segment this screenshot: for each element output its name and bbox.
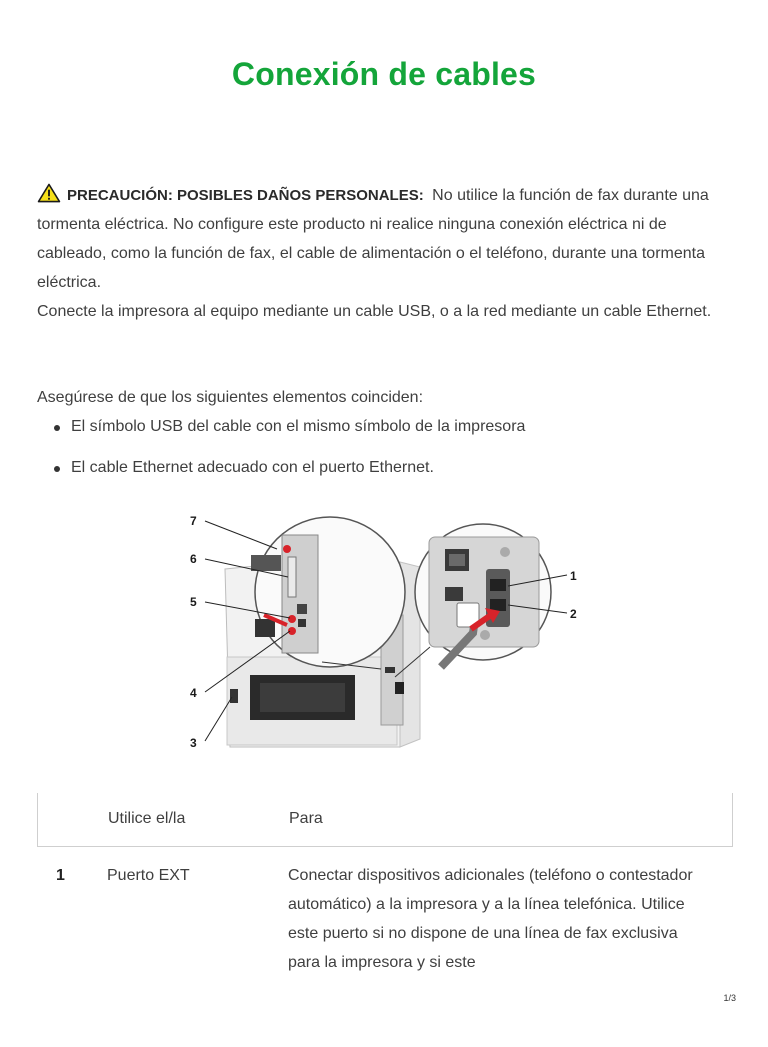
callout-4: 4 bbox=[190, 686, 197, 700]
ensure-section bbox=[37, 383, 737, 482]
table-row bbox=[37, 847, 733, 1047]
bullet-list bbox=[37, 412, 737, 482]
list-item: El cable Ethernet adecuado con el puerto Ethernet. bbox=[37, 453, 737, 482]
caution-paragraph bbox=[37, 181, 737, 326]
row-use: Puerto EXT bbox=[107, 867, 190, 884]
header-purpose: Para bbox=[289, 810, 323, 827]
row-purpose: Conectar dispositivos adicionales (teléfono o contestador automático) a la impresora y a la línea telefónica. Utilice este puerto si no dispone de una línea de fax exclusiva para la impresora y si este bbox=[288, 867, 693, 971]
callout-6: 6 bbox=[190, 552, 197, 566]
connect-paragraph: Conecte la impresora al equipo mediante un cable USB, o a la red mediante un cable Ethernet. bbox=[37, 303, 712, 320]
callout-5: 5 bbox=[190, 595, 197, 609]
caution-label: PRECAUCIÓN: POSIBLES DAÑOS PERSONALES: bbox=[67, 187, 424, 204]
list-item: El símbolo USB del cable con el mismo símbolo de la impresora bbox=[37, 412, 737, 441]
callout-3: 3 bbox=[190, 736, 197, 750]
page-title: Conexión de cables bbox=[231, 56, 537, 92]
ensure-paragraph: Asegúrese de que los siguientes elementos coinciden: bbox=[37, 389, 424, 406]
warning-triangle-icon bbox=[37, 183, 61, 203]
callout-1: 1 bbox=[570, 569, 577, 583]
callout-7: 7 bbox=[190, 514, 197, 528]
page-number: 1/3 bbox=[723, 993, 736, 1003]
callout-2: 2 bbox=[570, 607, 577, 621]
caution-text: No utilice la función de fax durante una tormenta eléctrica. No configure este producto ni realice ninguna conexión eléctrica ni de cableado, como la función de fax, el cable de alimentación o el teléfono, durante una tormenta eléctrica. bbox=[37, 187, 709, 291]
ports-table bbox=[37, 793, 733, 1047]
header-use: Utilice el/la bbox=[108, 810, 186, 827]
row-number: 1 bbox=[56, 867, 65, 884]
printer-connections-figure bbox=[185, 507, 590, 777]
table-header bbox=[37, 793, 733, 847]
